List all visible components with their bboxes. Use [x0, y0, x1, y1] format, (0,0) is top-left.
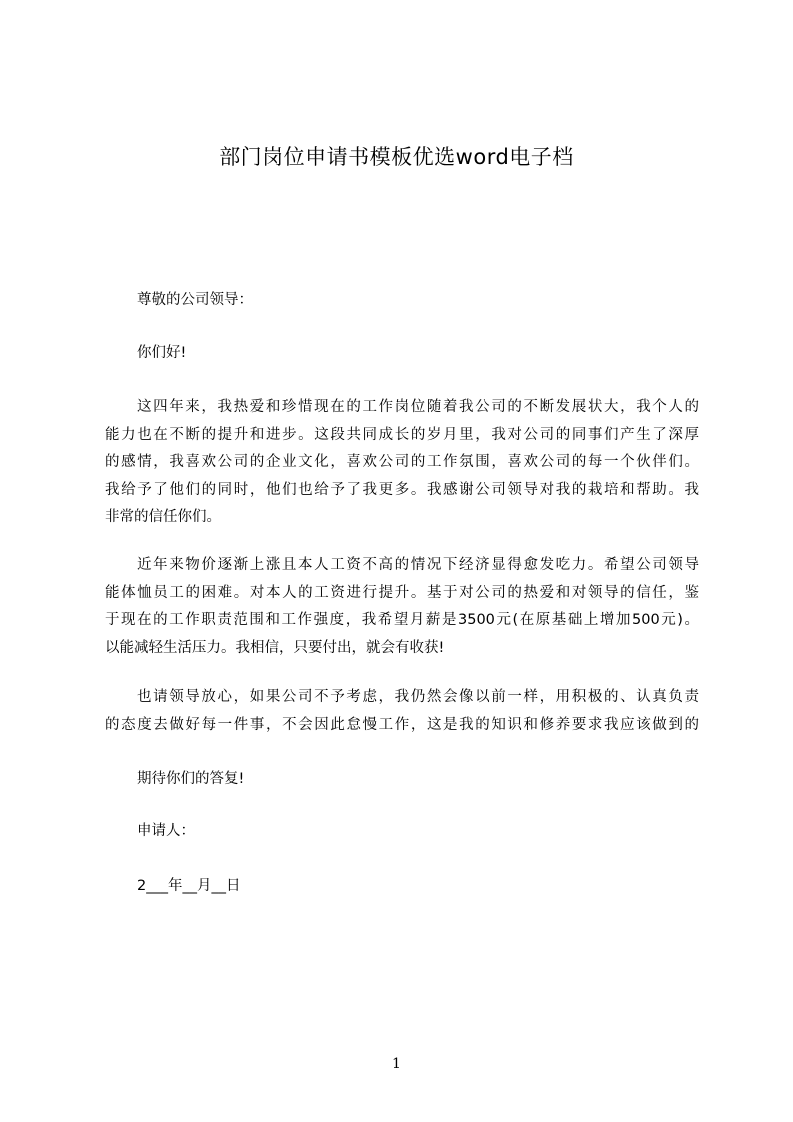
paragraph-2	[105, 552, 699, 662]
paragraph-line: 能力也在不断的提升和进步。这段共同成长的岁月里，我对公司的同事们产生了深厚	[105, 426, 699, 443]
greeting: 你们好!	[137, 345, 187, 361]
paragraph-line: 我给予了他们的同时，他们也给予了我更多。我感谢公司领导对我的栽培和帮助。我	[105, 481, 699, 498]
paragraph-line: 的感情，我喜欢公司的企业文化，喜欢公司的工作氛围，喜欢公司的每一个伙伴们。	[105, 454, 699, 470]
date-line: 2___年__月__日	[137, 878, 241, 894]
paragraph-line: 近年来物价逐渐上涨且本人工资不高的情况下经济显得愈发吃力。希望公司领导	[137, 557, 699, 573]
applicant-label: 申请人：	[137, 823, 195, 839]
paragraph-line: 这四年来，我热爱和珍惜现在的工作岗位随着我公司的不断发展状大，我个人的	[137, 399, 699, 415]
salutation: 尊敬的公司领导：	[137, 292, 253, 308]
paragraph-line: 也请领导放心，如果公司不予考虑，我仍然会像以前一样，用积极的、认真负责	[137, 689, 699, 705]
paragraph-1	[105, 394, 699, 532]
paragraph-3	[105, 684, 699, 739]
paragraph-line: 非常的信任你们。	[105, 509, 221, 525]
document-title: 部门岗位申请书模板优选word电子档	[219, 145, 574, 169]
paragraph-line: 于现在的工作职责范围和工作强度，我希望月薪是3500元(在原基础上增加500元)。	[105, 612, 699, 628]
closing-line: 期待你们的答复!	[137, 771, 245, 787]
page-number: 1	[392, 1056, 401, 1072]
paragraph-line: 以能减轻生活压力。我相信，只要付出，就会有收获!	[105, 639, 445, 656]
paragraph-line: 的态度去做好每一件事，不会因此怠慢工作，这是我的知识和修养要求我应该做到的	[105, 716, 699, 733]
paragraph-line: 能体恤员工的困难。对本人的工资进行提升。基于对公司的热爱和对领导的信任，鉴	[105, 584, 699, 601]
